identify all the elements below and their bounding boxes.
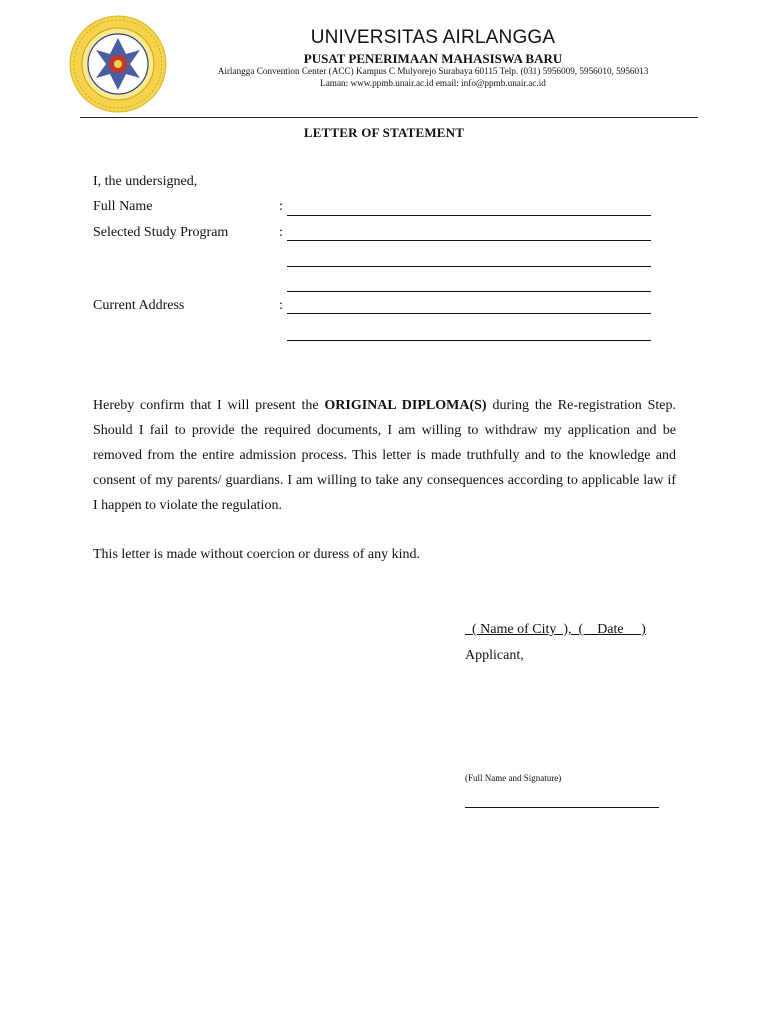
study-program-colon: : bbox=[279, 225, 283, 240]
statement-text-start: Hereby confirm that I will present the bbox=[93, 398, 325, 413]
center-address: Airlangga Convention Center (ACC) Kampus C Mulyorejo Surabaya 60115 Telp. (031) 5956009, 5956010, 5956013 bbox=[217, 66, 649, 76]
study-program-field-line-3[interactable] bbox=[287, 291, 651, 292]
university-name: UNIVERSITAS AIRLANGGA bbox=[310, 27, 556, 48]
intro-text: I, the undersigned, bbox=[93, 174, 198, 189]
study-program-label: Selected Study Program bbox=[93, 225, 229, 240]
signature-line[interactable] bbox=[465, 807, 659, 808]
center-contact: Laman: www.ppmb.unair.ac.id email: info@ppmb.unair.ac.id bbox=[320, 78, 546, 88]
address-colon: : bbox=[279, 298, 283, 313]
address-field[interactable] bbox=[287, 313, 651, 314]
coercion-statement: This letter is made without coercion or duress of any kind. bbox=[93, 547, 420, 562]
full-name-field[interactable] bbox=[287, 215, 651, 216]
statement-paragraph bbox=[93, 393, 676, 518]
city-date-field[interactable]: ( Name of City ), ( Date ) bbox=[465, 622, 646, 637]
full-name-label: Full Name bbox=[93, 199, 153, 214]
center-name: PUSAT PENERIMAAN MAHASISWA BARU bbox=[303, 51, 563, 66]
study-program-field[interactable] bbox=[287, 240, 651, 241]
header-divider bbox=[80, 117, 698, 118]
applicant-label: Applicant, bbox=[465, 648, 524, 663]
address-field-line-2[interactable] bbox=[287, 340, 651, 341]
university-logo bbox=[68, 14, 168, 114]
original-diploma-emphasis: ORIGINAL DIPLOMA(S) bbox=[324, 398, 487, 413]
full-name-colon: : bbox=[279, 199, 283, 214]
document-title: LETTER OF STATEMENT bbox=[303, 125, 465, 140]
study-program-field-line-2[interactable] bbox=[287, 266, 651, 267]
statement-text-rest: during the Re-registration Step. Should I fail to provide the required documents, I am willing to withdraw my application and be removed from the entire admission process. This letter is made truthfully and to the knowledge and consent of my parents/ guardians. I am willing to take any consequences according to applicable law if I happen to violate the regulation. bbox=[93, 398, 676, 513]
address-label: Current Address bbox=[93, 298, 185, 313]
signature-caption: (Full Name and Signature) bbox=[465, 773, 562, 783]
